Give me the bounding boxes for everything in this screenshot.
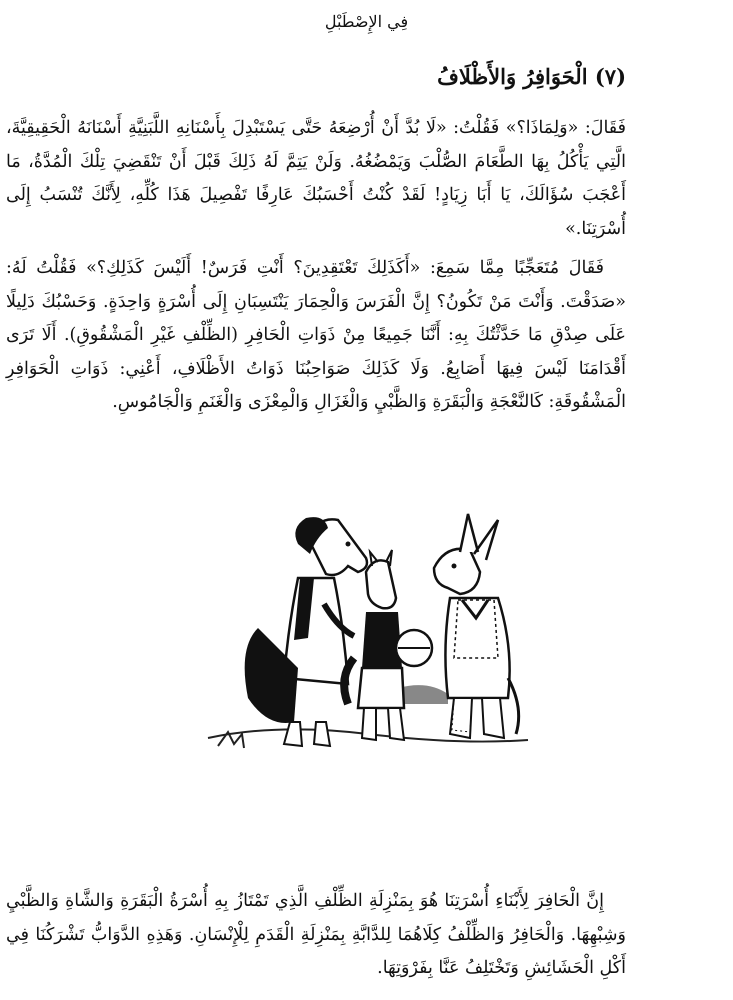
paragraph-3: إِنَّ الْحَافِرَ لِأَبْنَاءِ أُسْرَتِنَا هُوَ بِمَنْزِلَةِ الظِّلْفِ الَّذِي تَمْتَازُ بِهِ أُسْرَةُ الْبَقَرَةِ وَالشَّاةِ وَالظَّبْيِ وَشِبْهِهَا. وَالْحَافِرُ وَالظِّلْفُ كِلَاهُمَا لِلدَّابَّةِ بِمَنْزِلَةِ الْقَدَمِ لِلْإِنْسَانِ. وَهَذِهِ الدَّوَابُّ تَشْرَكُنَا فِي أَكْلِ الْحَشَائِشِ وَتَخْتَلِفُ عَنَّا بِفَرْوَتِهَا. bbox=[6, 891, 626, 978]
illustration-horses-and-donkey bbox=[198, 508, 538, 770]
donkey-figure bbox=[434, 514, 519, 738]
foal-figure bbox=[344, 550, 432, 740]
running-head: فِي الإِصْطَبْلِ bbox=[324, 12, 409, 31]
chapter-title: (٧) الْحَوَافِرُ وَالأَظْلَافُ bbox=[437, 64, 626, 89]
paragraph-1: فَقَالَ: «وَلِمَاذَا؟» فَقُلْتُ: «لَا بُدَّ أَنْ أُرْضِعَهُ حَتَّى يَسْتَبْدِلَ بِأَسْنَانِهِ اللَّبَنِيَّةِ أَسْنَانَهُ الْحَقِيقِيَّةَ، الَّتِي يَأْكُلُ بِهَا الطَّعَامَ الصُّلْبَ وَيَمْضُغُهُ. وَلَنْ يَتِمَّ لَهُ ذَلِكَ قَبْلَ أَنْ تَنْقَضِيَ تِلْكَ الْمُدَّةُ، مَا أَعْجَبَ سُؤَالَكَ، يَا أَبَا زِيَادٍ! لَقَدْ كُنْتُ أَحْسَبُكَ عَارِفًا تَفْصِيلَ هَذَا كُلِّهِ، لِأَنَّكَ تُنْسَبُ إِلَى أُسْرَتِنَا.» bbox=[6, 118, 626, 239]
paragraph-2: فَقَالَ مُتَعَجِّبًا مِمَّا سَمِعَ: «أَكَذَلِكَ تَعْتَقِدِينَ؟ أَنْتِ فَرَسٌ! أَلَيْسَ كَذَلِكِ؟» فَقُلْتُ لَهُ: «صَدَقْتَ. وَأَنْتَ مَنْ تَكُونُ؟ إِنَّ الْفَرَسَ وَالْحِمَارَ يَنْتَسِبَانِ إِلَى أُسْرَةٍ وَاحِدَةٍ. وَحَسْبُكَ دَلِيلًا عَلَى صِدْقِ مَا حَدَّثْتُكَ بِهِ: أَنَّنَا جَمِيعًا مِنْ ذَوَاتِ الْحَافِرِ (الظِّلْفِ غَيْرِ الْمَشْقُوقِ). أَلَا تَرَى أَقْدَامَنَا لَيْسَ فِيهَا أَصَابِعُ. وَلَا كَذَلِكَ صَوَاحِبُنَا ذَوَاتُ الأَظْلَافِ، أَعْنِي: ذَوَاتِ الْحَوَافِرِ الْمَشْقُوقَةِ: كَالنَّعْجَةِ وَالْبَقَرَةِ وَالظَّبْيِ وَالْغَزَالِ وَالْمِعْزَى وَالْغَنَمِ وَالْجَامُوسِ. bbox=[6, 258, 626, 412]
mare-figure bbox=[245, 517, 367, 746]
